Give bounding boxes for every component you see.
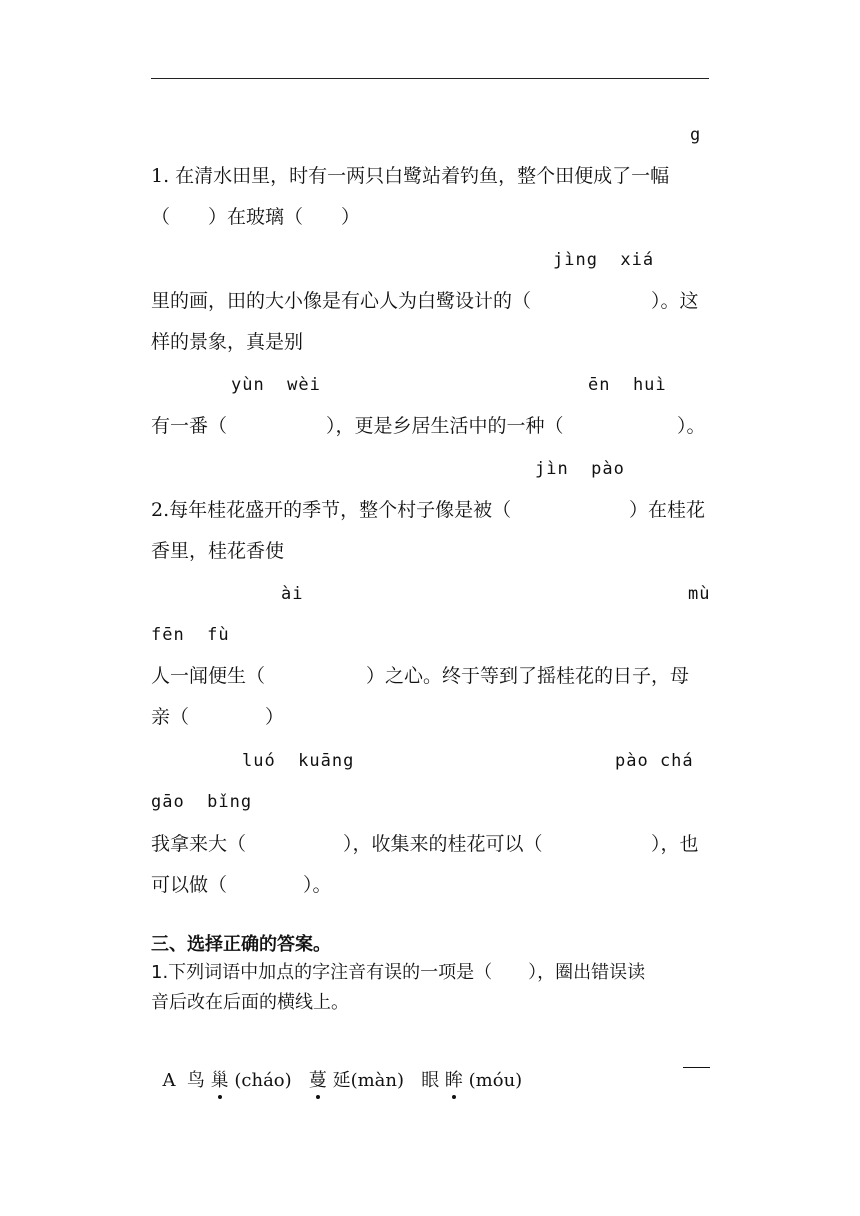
question-1-line1: 1.下列词语中加点的字注音有误的一项是（ ），圈出错误读: [151, 962, 646, 983]
pinyin-jing-xia: jìng xiá: [553, 250, 655, 270]
p1-line4: 样的景象，真是别: [151, 331, 304, 353]
pinyin-fen-fu: fēn fù: [151, 625, 230, 645]
answer-blank-line[interactable]: [683, 1067, 710, 1068]
pinyin-ai: ài: [281, 584, 304, 604]
p2-line3-left: 人一闻便生（: [151, 665, 266, 687]
option-a-word3-char1: 眼: [421, 1070, 440, 1091]
pinyin-mu: mù: [688, 584, 711, 604]
p2-line5-left: 我拿来大（: [151, 833, 247, 855]
option-a-word2-char2: 延: [332, 1070, 351, 1091]
pinyin-luo-kuang: luó kuāng: [242, 751, 355, 771]
pinyin-jin-pao: jìn pào: [535, 459, 625, 479]
option-a-word3-pinyin: (móu): [468, 1070, 523, 1091]
option-a-word2-pinyin: (màn): [350, 1070, 405, 1091]
p1-line3-left: 里的画，田的大小像是有心人为白鹭设计的（: [151, 290, 532, 312]
p2-line1-right: ）在桂花: [629, 499, 706, 521]
option-a-word2-dotted-char: 蔓: [308, 1070, 327, 1091]
option-a-row: [151, 1045, 522, 1093]
option-a-word1-pinyin: (cháo): [234, 1070, 292, 1091]
option-a-word3-dotted-char: 眸: [444, 1070, 463, 1091]
question-1-line2: 音后改在后面的横线上。: [151, 992, 349, 1013]
p2-line2: 香里，桂花香使: [151, 540, 285, 562]
p1-line5-right: ）。: [677, 415, 706, 437]
option-a-word1-dotted-char: 巢: [210, 1070, 229, 1091]
section-heading: 三、选择正确的答案。: [151, 934, 331, 955]
p1-line1: 1. 在清水田里，时有一两只白鹭站着钓鱼，整个田便成了一幅: [151, 165, 670, 187]
p1-line5-mid: ），更是乡居生活中的一种（: [326, 415, 564, 437]
p2-line5-mid: ），收集来的桂花可以（: [343, 833, 543, 855]
pinyin-gao-bing: gāo bǐng: [151, 792, 253, 812]
p1-line3-right: ）。这: [651, 290, 699, 312]
pinyin-g: g: [690, 125, 702, 145]
pinyin-pao-cha: pào chá: [615, 751, 694, 771]
pinyin-en-hui: ēn huì: [588, 375, 667, 395]
pinyin-yun-wei: yùn wèi: [231, 375, 321, 395]
p2-line6: 可以做（ ）。: [151, 874, 332, 896]
p1-line5-left: 有一番（: [151, 415, 228, 437]
p2-line5-right: ），也: [651, 833, 699, 855]
option-a-label: A: [162, 1070, 176, 1091]
p1-line2: （ ）在玻璃（ ）: [151, 206, 361, 228]
p2-line4: 亲（ ）: [151, 706, 285, 728]
header-rule: [151, 78, 709, 79]
p2-line3-right: ）之心。终于等到了摇桂花的日子，母: [366, 665, 690, 687]
option-a-word1-char1: 鸟: [186, 1070, 205, 1091]
p2-line1-left: 2.每年桂花盛开的季节，整个村子像是被（: [151, 499, 512, 521]
